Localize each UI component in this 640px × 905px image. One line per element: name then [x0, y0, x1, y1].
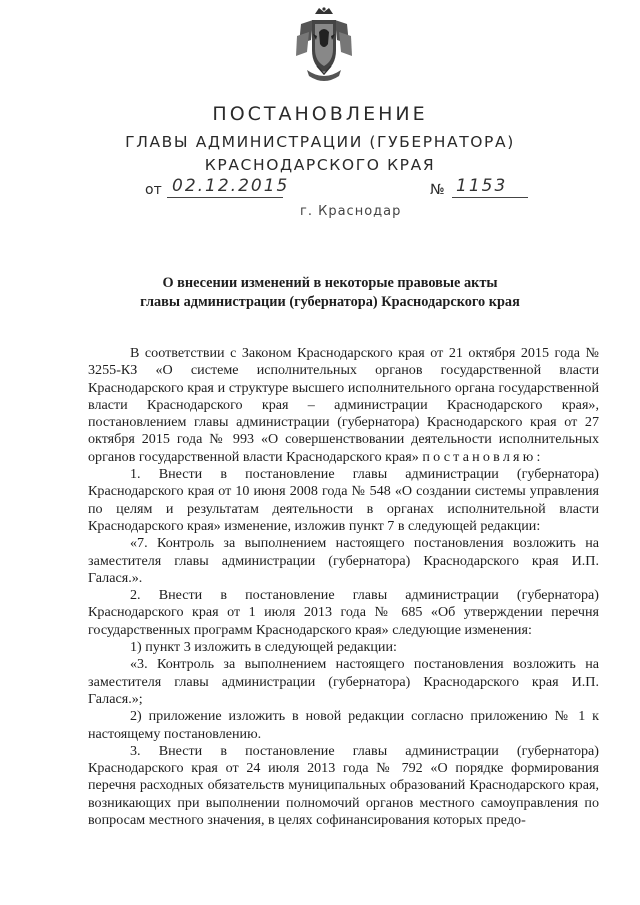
item-2-quote-paragraph: «3. Контроль за выполнением настоящего постановления возложить на заместителя главы администрации (губернатора) Краснодарского края И.П. Галася.»;	[88, 656, 599, 707]
document-date: 02.12.2015	[172, 176, 290, 196]
item-1-paragraph: 1. Внести в постановление главы администрации (губернатора) Краснодарского края от 10 июня 2008 года № 548 «О создании системы управления по целям и результатам деятельности в органах исполнительной власти Краснодарского края» изменение, изложив пункт 7 в следующей редакции:	[88, 466, 599, 534]
item-2-paragraph: 2. Внести в постановление главы администрации (губернатора) Краснодарского края от 1 июля 2013 года № 685 «Об утверждении перечня государственных программ Краснодарского края» следующие изменения:	[88, 587, 599, 638]
issuer-heading-line1: ГЛАВЫ АДМИНИСТРАЦИИ (ГУБЕРНАТОРА)	[125, 133, 515, 151]
document-title-line1: О внесении изменений в некоторые правовые акты	[162, 275, 498, 291]
item-1-quote-paragraph: «7. Контроль за выполнением настоящего постановления возложить на заместителя главы администрации (губернатора) Краснодарского края И.П. Галася.».	[88, 535, 599, 586]
preamble-text: В соответствии с Законом Краснодарского края от 21 октября 2015 года № 3255-КЗ «О системе исполнительных органов государственной власти Краснодарского края и структуре высшего исполнительного органа государственной власти Краснодарского края – администрации Краснодарского края», постановлением главы администрации (губернатора) Краснодарского края от 27 октября 2015 года № 993 «О совершенствовании деятельности исполнительных органов государственной власти Краснодарского края»	[88, 345, 599, 465]
item-2-subitem-1: 1) пункт 3 изложить в следующей редакции:	[130, 639, 397, 656]
item-3-paragraph: 3. Внести в постановление главы администрации (губернатора) Краснодарского края от 24 июля 2013 года № 792 «О порядке формирования перечня расходных обязательств муниципальных образований Краснодарского края, возникающих при выполнении полномочий органов местного самоуправления по вопросам местного значения, в целях софинансирования которых предо-	[88, 742, 599, 829]
city-label: г. Краснодар	[300, 204, 402, 219]
resolution-keyword: постановляю:	[422, 448, 544, 465]
coat-of-arms-emblem	[295, 6, 353, 84]
item-2-subitem-2: 2) приложение изложить в новой редакции согласно приложению № 1 к настоящему постановлению.	[88, 708, 599, 742]
document-body	[88, 345, 599, 829]
number-prefix: №	[430, 182, 445, 198]
document-type-heading: ПОСТАНОВЛЕНИЕ	[212, 103, 428, 125]
document-number: 1153	[456, 176, 508, 196]
document-title-line2: главы администрации (губернатора) Краснодарского края	[140, 294, 520, 310]
preamble-paragraph	[88, 345, 599, 466]
date-prefix: от	[145, 182, 162, 198]
date-underline	[167, 197, 283, 198]
number-underline	[452, 197, 528, 198]
issuer-heading-line2: КРАСНОДАРСКОГО КРАЯ	[204, 156, 436, 174]
